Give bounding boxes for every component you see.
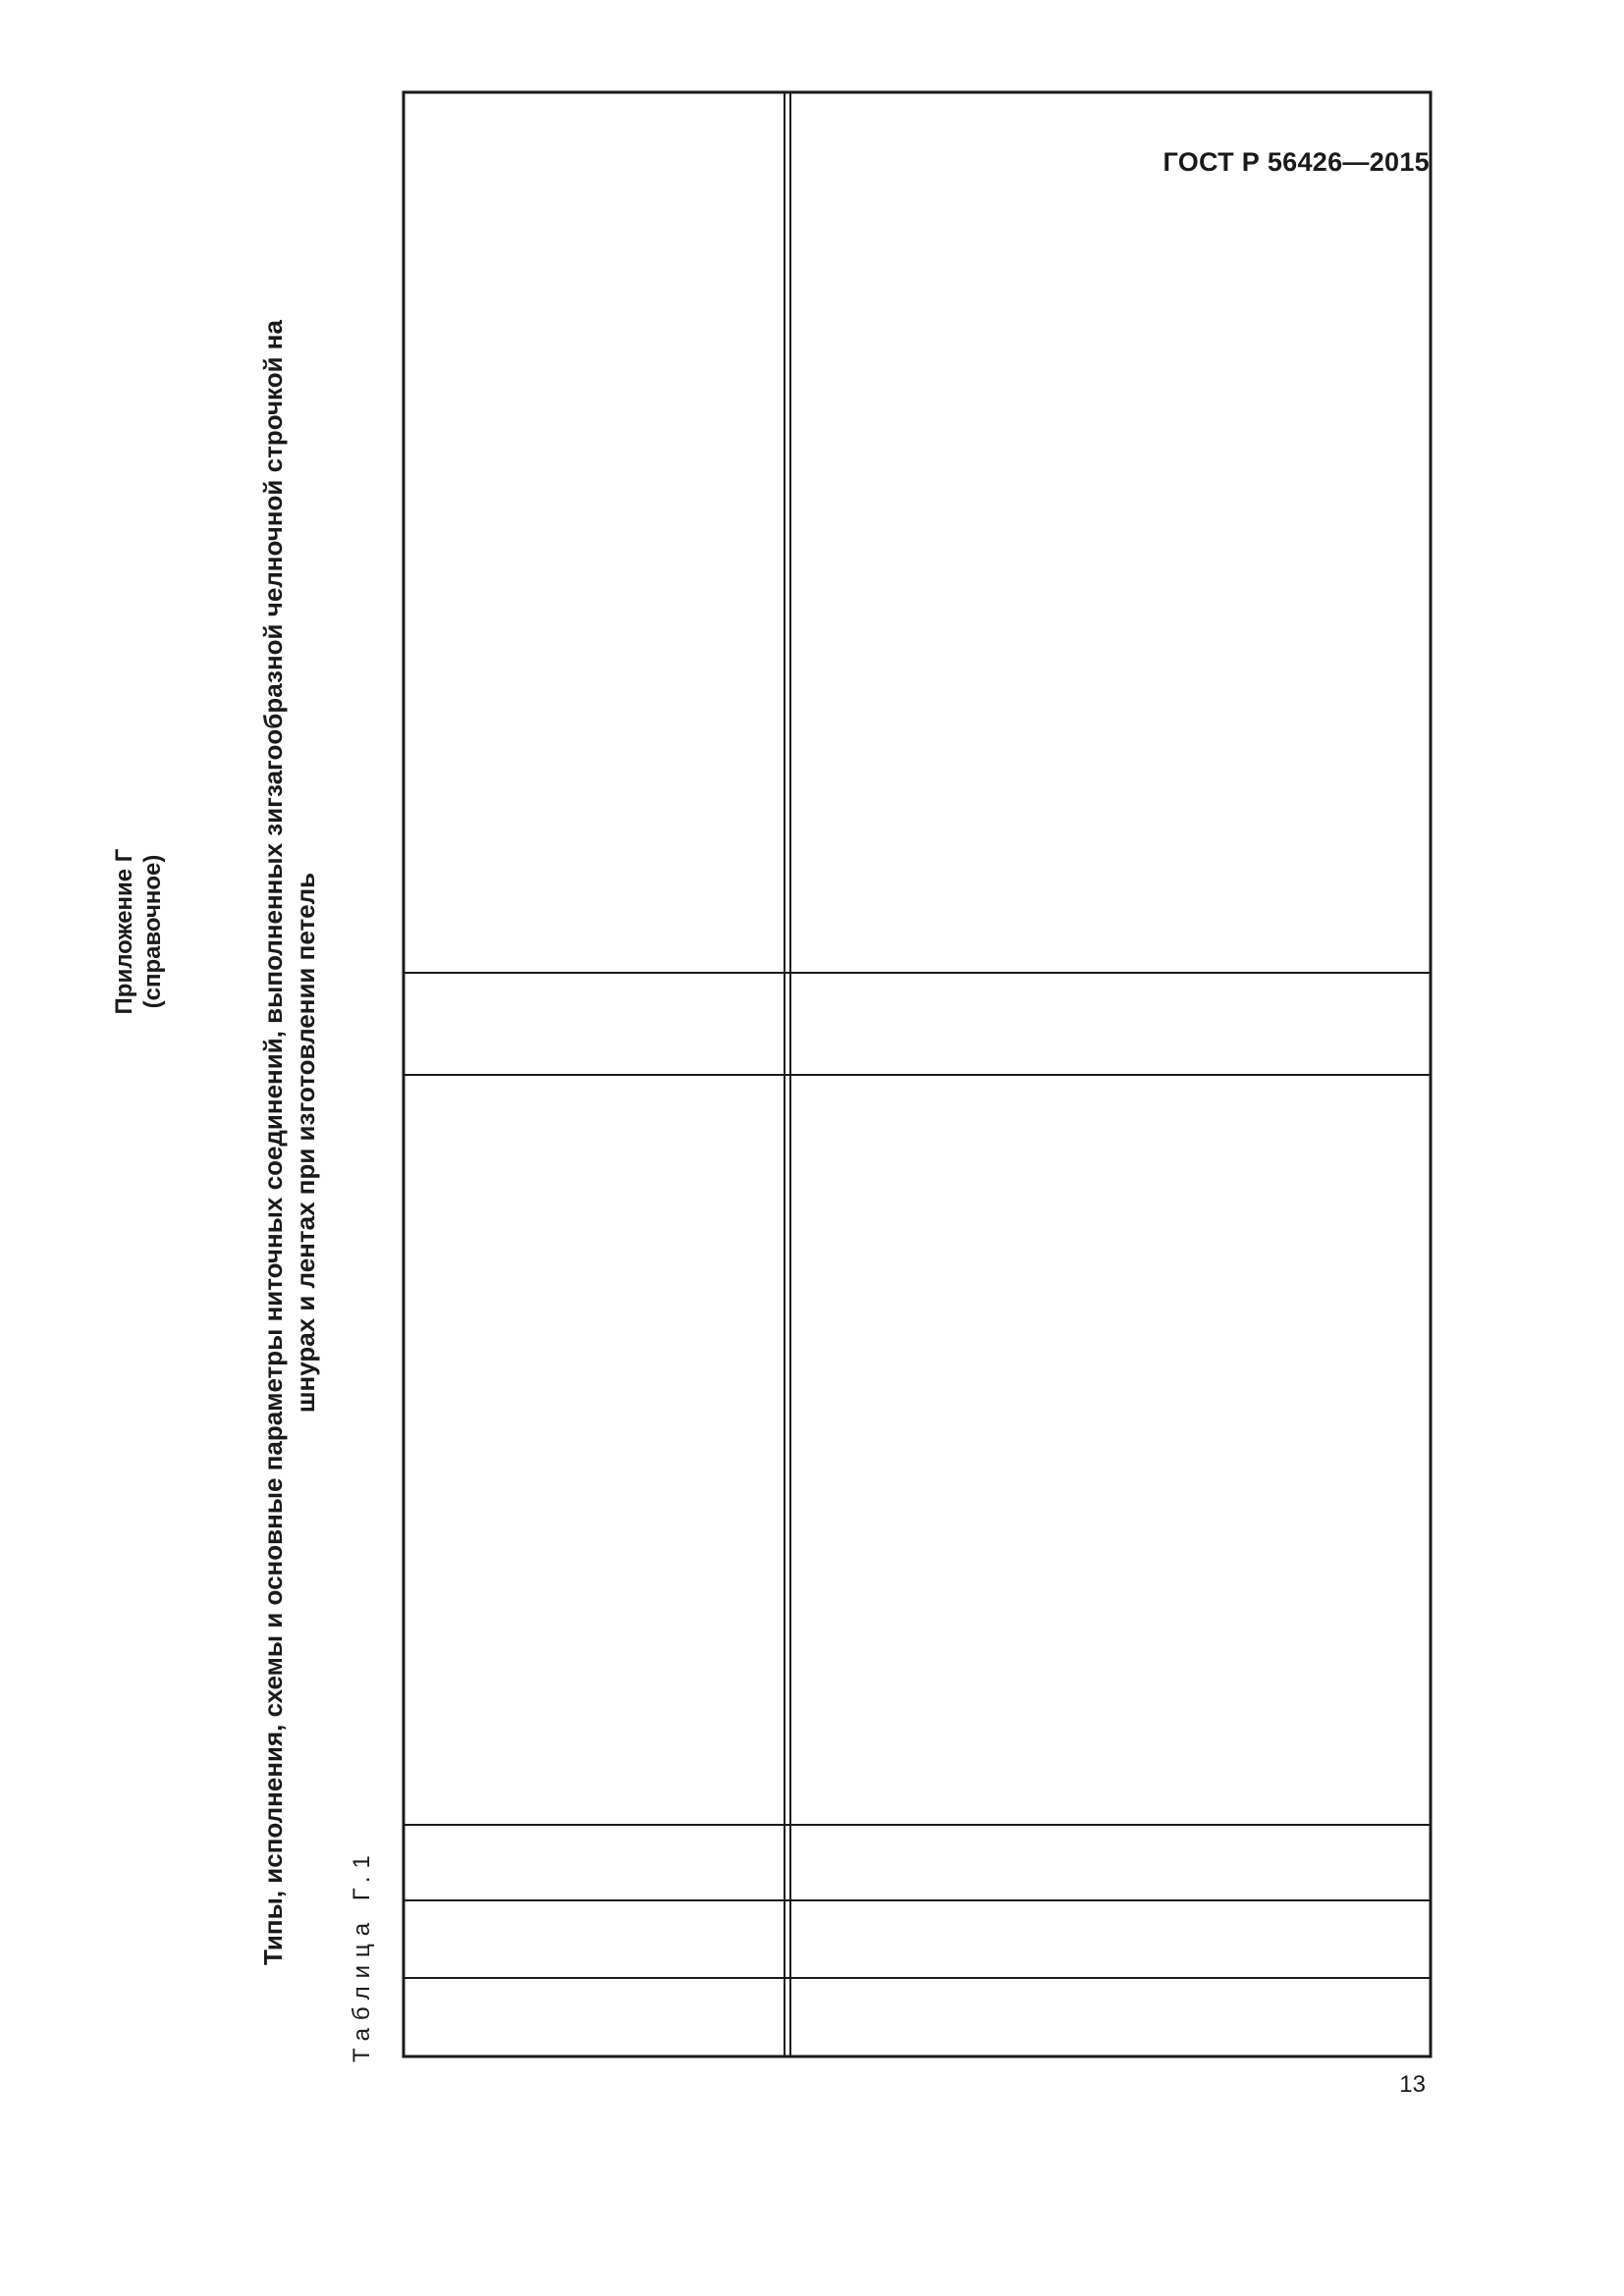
table-caption: Таблица Г.1 xyxy=(349,1847,375,2062)
table-title-line-2: шнурах и лентах при изготовлении петель xyxy=(291,872,320,1414)
standard-header: ГОСТ Р 56426—2015 xyxy=(1163,147,1430,177)
appendix-title: Приложение Г xyxy=(111,848,137,1015)
appendix-type: (справочное) xyxy=(139,854,166,1009)
page-number: 13 xyxy=(1399,2071,1426,2098)
table-title-line-1: Типы, исполнения, схемы и основные параметры ниточных соединений, выполненных зигзагообразной челночной строчкой на xyxy=(258,320,288,1965)
